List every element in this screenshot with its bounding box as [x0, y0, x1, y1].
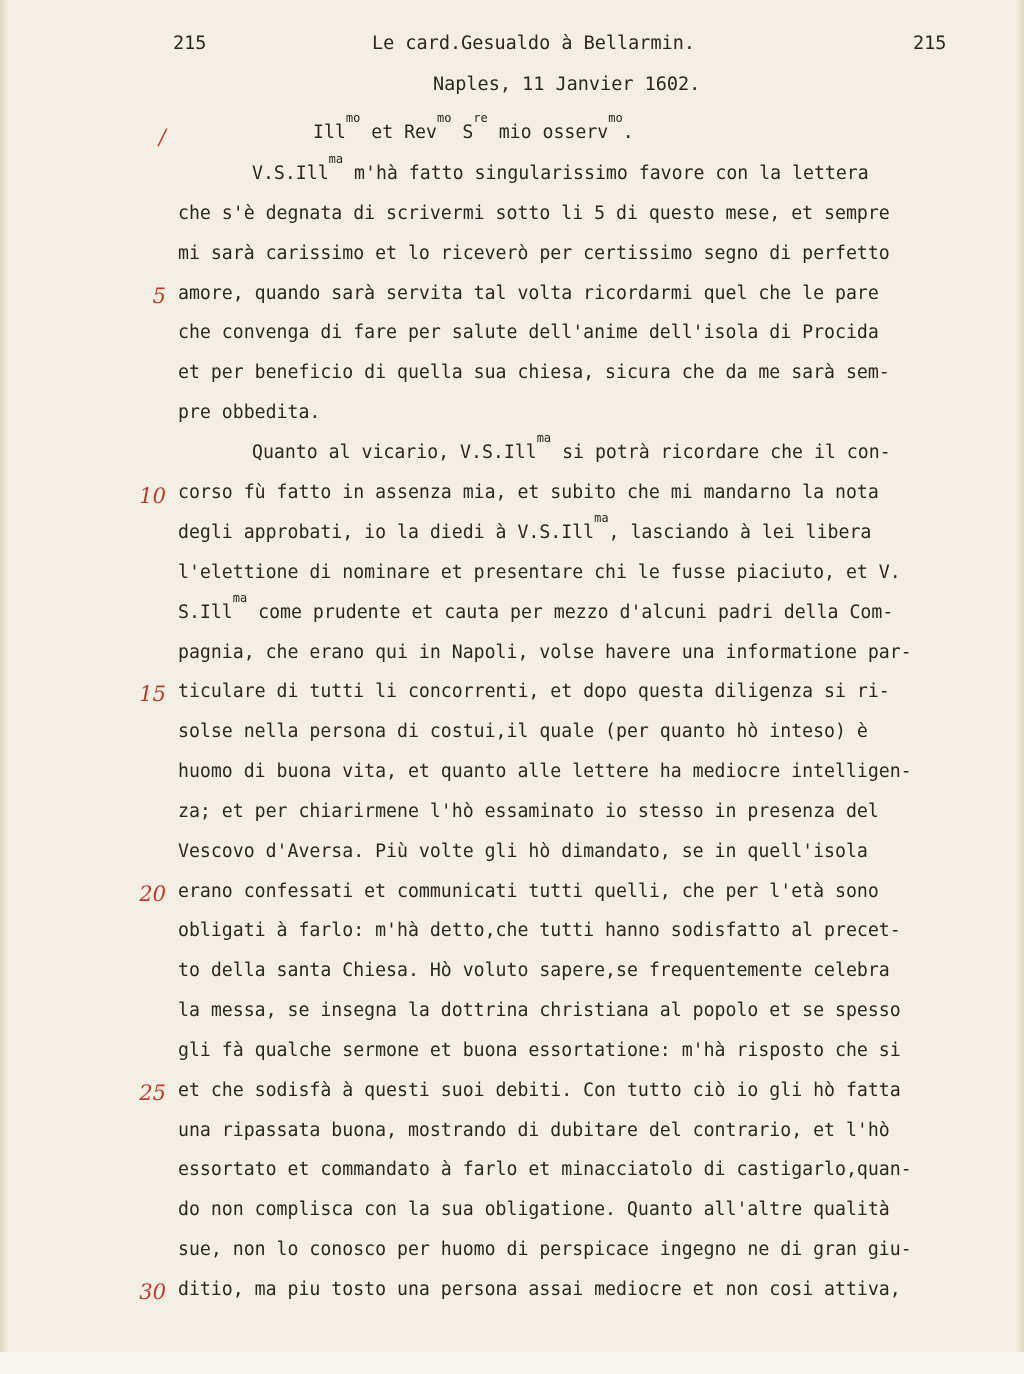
- right-page-edge: [1016, 0, 1024, 1374]
- text-line-18: Vescovo d'Aversa. Più volte gli hò dimandato, se in quell'isola: [178, 841, 868, 862]
- letter-title: Le card.Gesualdo à Bellarmin.: [372, 33, 696, 54]
- text-line-4: amore, quando sarà servita tal volta ricordarmi quel che le pare: [178, 283, 879, 304]
- text-line-29: ditio, ma piu tosto una persona assai mediocre et non cosi attiva,: [178, 1279, 901, 1300]
- text-line-25: una ripassata buona, mostrando di dubitare del contrario, et l'hò: [178, 1120, 890, 1141]
- text-line-3: mi sarà carissimo et lo riceverò per certissimo segno di perfetto: [178, 243, 890, 264]
- text-line-6: et per beneficio di quella sua chiesa, sicura che da me sarà sem-: [178, 362, 890, 383]
- bottom-scan-strip: [0, 1352, 1024, 1374]
- text-line-2: che s'è degnata di scrivermi sotto li 5 di questo mese, et sempre: [178, 203, 890, 224]
- text-line-7: pre obbedita.: [178, 402, 321, 423]
- text-line-11: l'elettione di nominare et presentare chi le fusse piaciuto, et V.: [178, 562, 901, 583]
- salutation: Ill$^{mo}$ et Rev$^{mo}$ $S^{re}$ mio osserv$^{mo}$.: [313, 111, 634, 143]
- margin-number-5: 5: [152, 284, 166, 308]
- margin-number-25: 25: [139, 1081, 166, 1105]
- text-line-26: essortato et commandato à farlo et minacciatolo di castigarlo,quan-: [178, 1159, 912, 1180]
- text-line-9: corso fù fatto in assenza mia, et subito che mi mandarno la nota: [178, 482, 879, 503]
- text-line-21: to della santa Chiesa. Hò voluto sapere,se frequentemente celebra: [178, 960, 890, 981]
- text-line-20: obligati à farlo: m'hà detto,che tutti hanno sodisfatto al precet-: [178, 920, 901, 941]
- text-line-15: solse nella persona di costui,il quale (per quanto hò inteso) è: [178, 721, 868, 742]
- margin-number-30: 30: [139, 1280, 166, 1304]
- page-number-right: 215: [913, 33, 947, 54]
- text-line-8: Quanto al vicario, V.S.Ill$^{ma}$ si potrà ricordare che il con-: [252, 431, 891, 463]
- left-page-edge: [0, 0, 8, 1374]
- text-line-1: V.S.Ill$^{ma}$ m'hà fatto singularissimo favore con la lettera: [252, 152, 869, 184]
- text-line-24: et che sodisfà à questi suoi debiti. Con tutto ciò io gli hò fatta: [178, 1080, 901, 1101]
- margin-number-20: 20: [139, 882, 166, 906]
- page-number-left: 215: [173, 33, 207, 54]
- margin-mark-1: /: [158, 125, 166, 149]
- text-line-12: S.Ill$^{ma}$ come prudente et cauta per mezzo d'alcuni padri della Com-: [178, 591, 894, 623]
- margin-number-10: 10: [139, 484, 166, 508]
- text-line-5: che convenga di fare per salute dell'anime dell'isola di Procida: [178, 322, 879, 343]
- text-line-28: sue, non lo conosco per huomo di perspicace ingegno ne di gran giu-: [178, 1239, 912, 1260]
- text-line-22: la messa, se insegna la dottrina christiana al popolo et se spesso: [178, 1000, 901, 1021]
- dateline: Naples, 11 Janvier 1602.: [433, 74, 701, 95]
- text-line-10: degli approbati, io la diedi à V.S.Ill$^{ma}$, lasciando à lei libera: [178, 511, 872, 543]
- text-line-27: do non complisca con la sua obligatione. Quanto all'altre qualità: [178, 1199, 890, 1220]
- text-line-23: gli fà qualche sermone et buona essortatione: m'hà risposto che si: [178, 1040, 901, 1061]
- margin-number-15: 15: [139, 682, 166, 706]
- text-line-14: ticulare di tutti li concorrenti, et dopo questa diligenza si ri-: [178, 681, 890, 702]
- text-line-16: huomo di buona vita, et quanto alle lettere ha mediocre intelligen-: [178, 761, 912, 782]
- text-line-19: erano confessati et communicati tutti quelli, che per l'età sono: [178, 881, 879, 902]
- text-line-17: za; et per chiarirmene l'hò essaminato io stesso in presenza del: [178, 801, 879, 822]
- text-line-13: pagnia, che erano qui in Napoli, volse havere una informatione par-: [178, 642, 912, 663]
